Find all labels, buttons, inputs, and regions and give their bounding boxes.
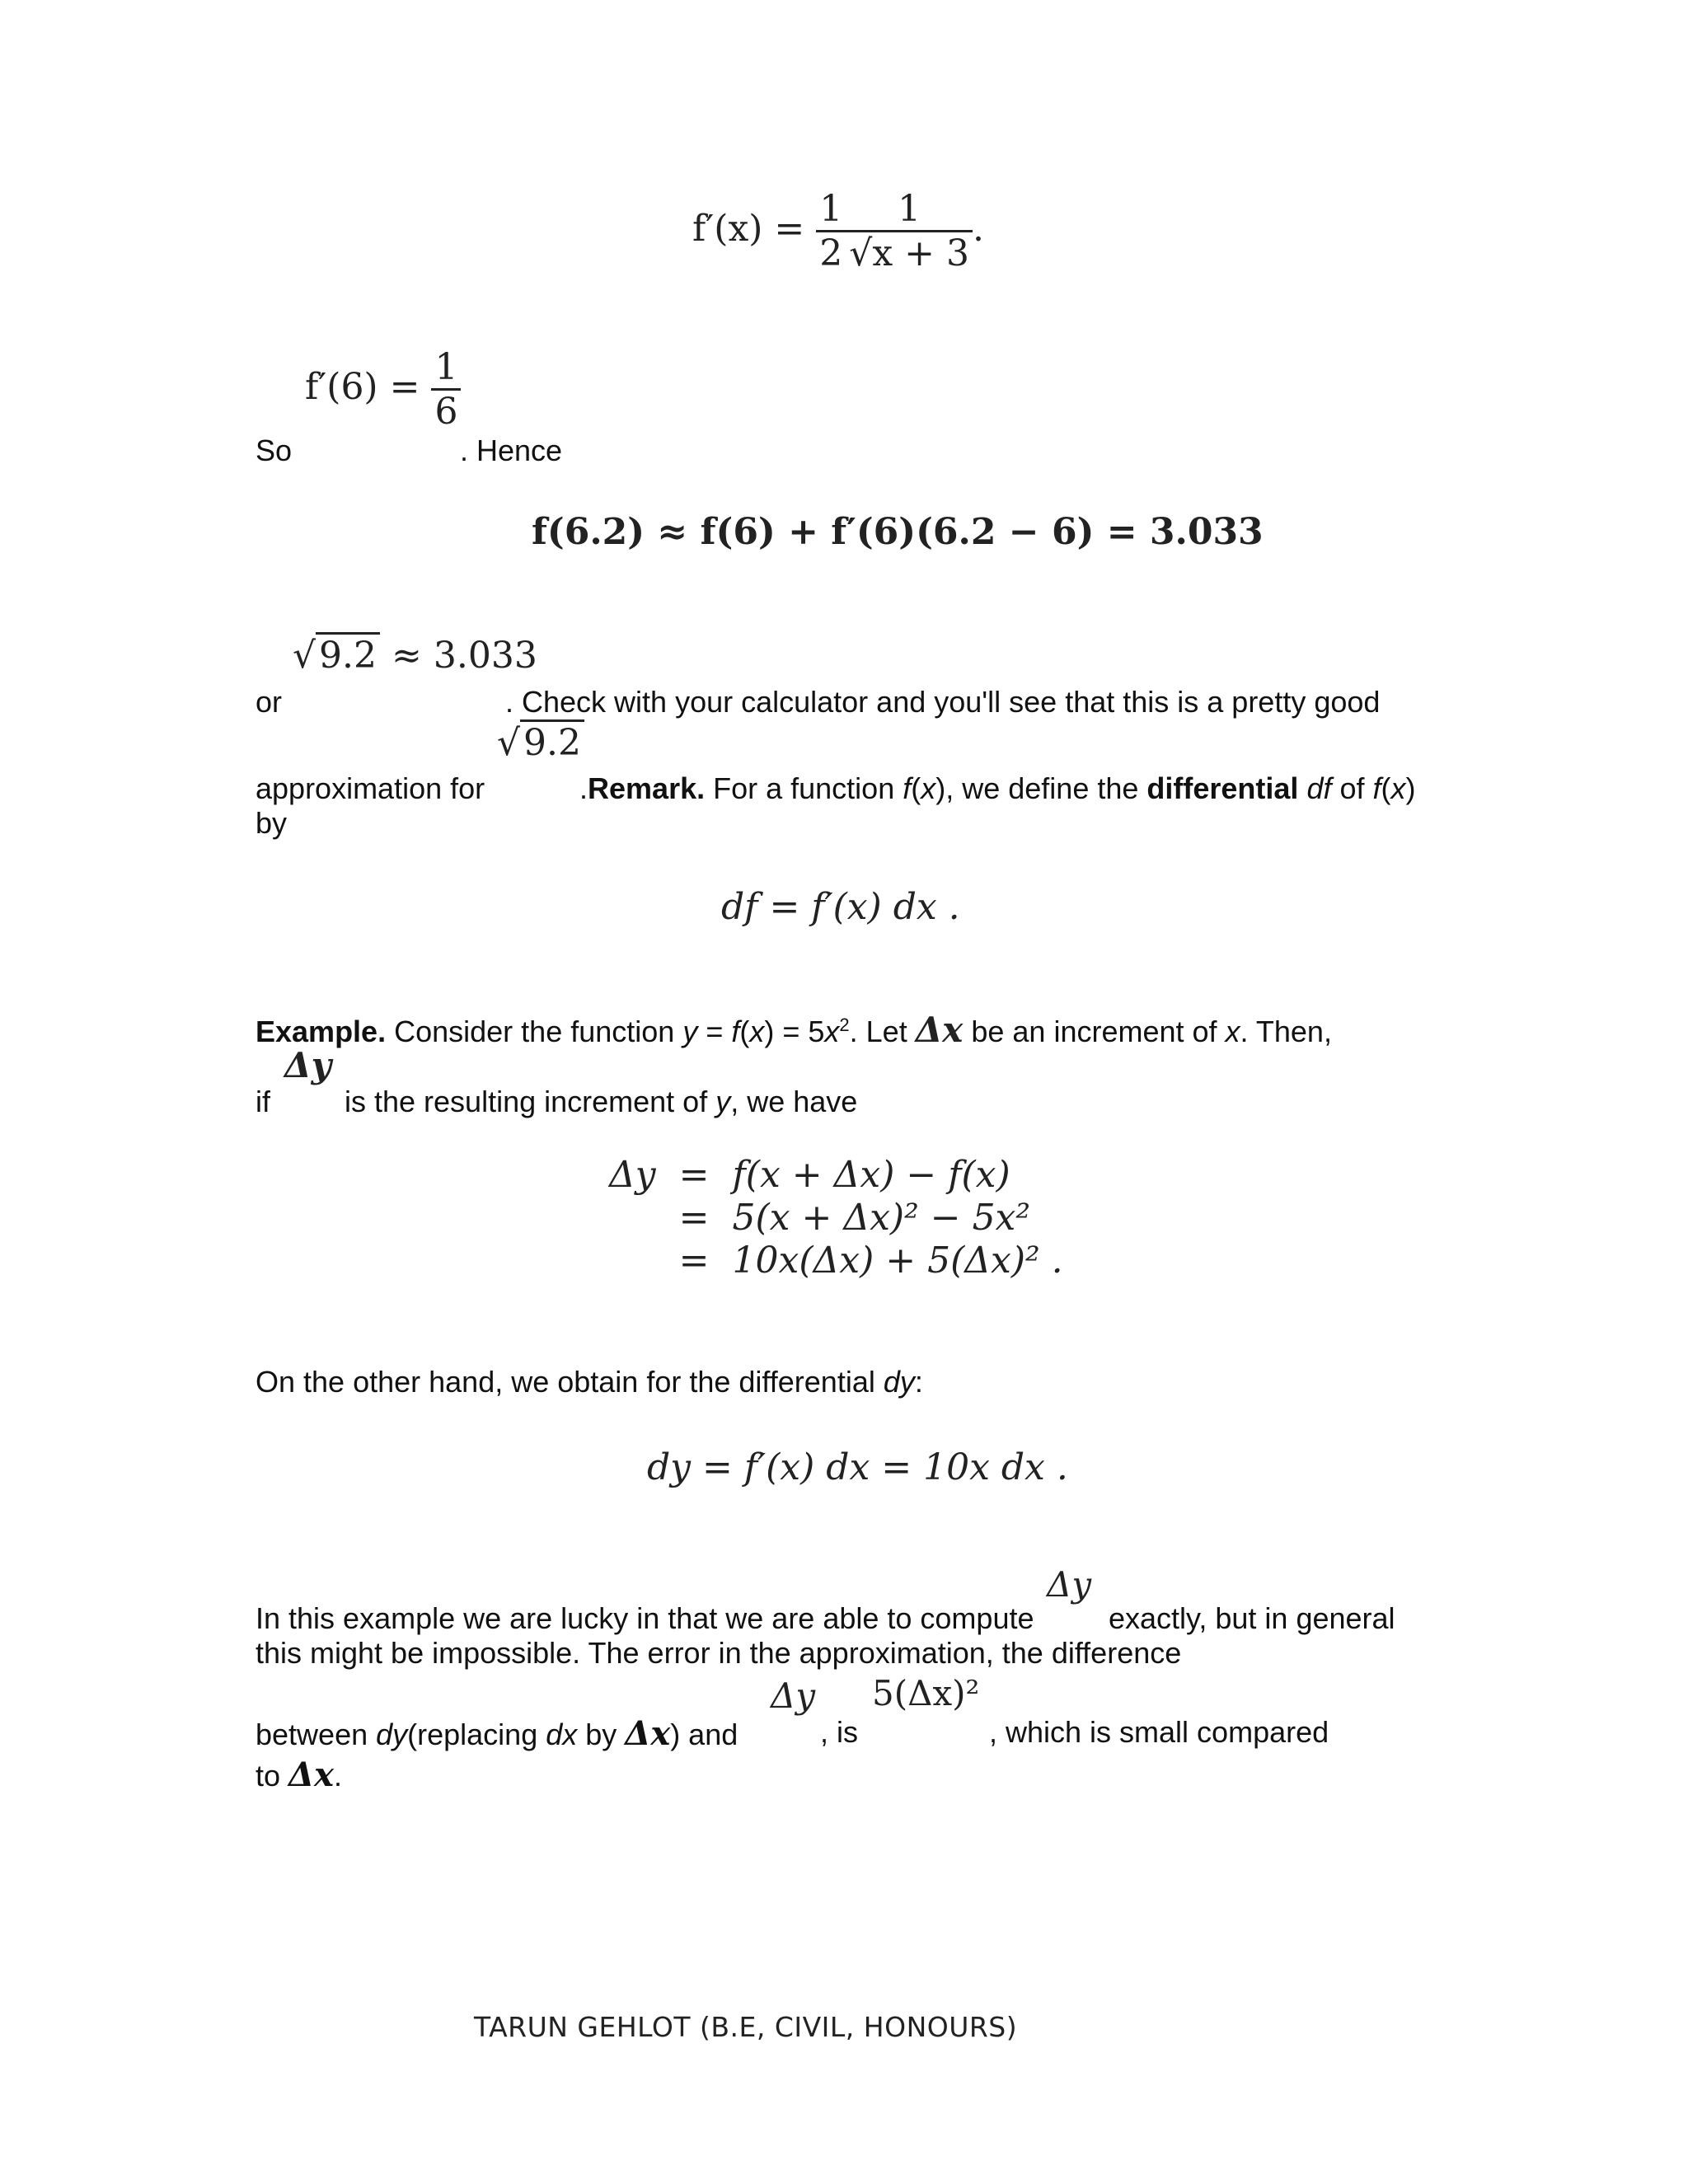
text-exactly: exactly, but in general bbox=[1109, 1601, 1395, 1635]
text-between: between dy(replacing dx by Δx) and bbox=[256, 1714, 738, 1753]
equation-delta-rows bbox=[598, 1154, 1075, 1282]
equation-cell-lhs bbox=[598, 1197, 668, 1240]
equation-cell-op: = bbox=[678, 1196, 710, 1239]
equation-cell-lhs: Δy bbox=[609, 1154, 656, 1196]
text-if: if bbox=[256, 1085, 270, 1118]
equation-df: df = f′(x) dx . bbox=[721, 886, 960, 928]
text-is: , is bbox=[820, 1715, 859, 1749]
equation-sqrt: √9.2 ≈ 3.033 bbox=[293, 635, 537, 677]
equation-delta-array bbox=[598, 1154, 1075, 1282]
equation-cell-rhs: 5(x + Δx)² − 5x² bbox=[732, 1196, 1031, 1239]
equation-fprime: f′(x) = $\frac{1}{2}$ $\frac{1}{√x + 3}$ . bbox=[692, 188, 984, 274]
text-other-hand: On the other hand, we obtain for the differential dy: bbox=[256, 1365, 923, 1399]
text-so: So bbox=[256, 434, 293, 467]
text-error: this might be impossible. The error in the approximation, the difference bbox=[256, 1636, 1182, 1670]
equation-cell-op: = bbox=[678, 1239, 710, 1282]
equation-cell-lhs bbox=[598, 1240, 668, 1282]
delta-y-symbol-3: Δy bbox=[771, 1675, 816, 1716]
delta-y-symbol-1: Δy bbox=[284, 1045, 331, 1085]
delta-x-symbol: Δx bbox=[915, 1010, 964, 1050]
equation-cell-rhs: f(x + Δx) − f(x) bbox=[732, 1154, 1010, 1196]
eq-fprime-lhs: f′(x) = bbox=[692, 208, 805, 250]
delta-y-symbol-2: Δy bbox=[1047, 1564, 1092, 1605]
eq-fprime-frac1: $\frac{1}{2}$ bbox=[816, 188, 846, 274]
equation-f6: f′(6) = $\frac{1}{6}$ bbox=[305, 346, 461, 433]
footer-author: TARUN GEHLOT (B.E, CIVIL, HONOURS) bbox=[474, 2011, 1018, 2043]
text-example: Example. Consider the function $y = f(x) = 5x^2$. Let Δx be an increment of x. Then, bbox=[256, 1010, 1332, 1050]
text-remark: .Remark. For a function f(x), we define the differential df of f(x) bbox=[579, 771, 1416, 805]
text-small-compared: , which is small compared bbox=[989, 1715, 1329, 1749]
equation-cell-rhs: 10x(Δx) + 5(Δx)² . bbox=[732, 1239, 1063, 1282]
text-by: by bbox=[256, 806, 288, 840]
text-hence: . Hence bbox=[460, 434, 563, 467]
equation-sqrt-small: √9.2 bbox=[497, 722, 584, 764]
eq-f6-frac: $\frac{1}{6}$ bbox=[431, 346, 461, 433]
text-approximation: approximation for bbox=[256, 771, 485, 805]
text-lucky: In this example we are lucky in that we are able to compute bbox=[256, 1601, 1034, 1635]
text-resulting-increment: is the resulting increment of y, we have bbox=[345, 1085, 858, 1118]
equation-row bbox=[598, 1197, 1075, 1240]
text-check-calculator: . Check with your calculator and you'll see that this is a pretty good bbox=[505, 685, 1381, 719]
equation-row bbox=[598, 1240, 1075, 1282]
error-term: 5(Δx)² bbox=[872, 1673, 980, 1713]
equation-row bbox=[598, 1154, 1075, 1197]
equation-approx: f(6.2) ≈ f(6) + f′(6)(6.2 − 6) = 3.033 bbox=[532, 511, 1264, 553]
text-or: or bbox=[256, 685, 283, 719]
eq-fprime-frac2: $\frac{1}{√x + 3}$ bbox=[846, 188, 973, 274]
text-to: to Δx. bbox=[256, 1755, 342, 1794]
equation-dy: dy = f′(x) dx = 10x dx . bbox=[647, 1446, 1068, 1488]
equation-cell-op: = bbox=[678, 1154, 710, 1196]
